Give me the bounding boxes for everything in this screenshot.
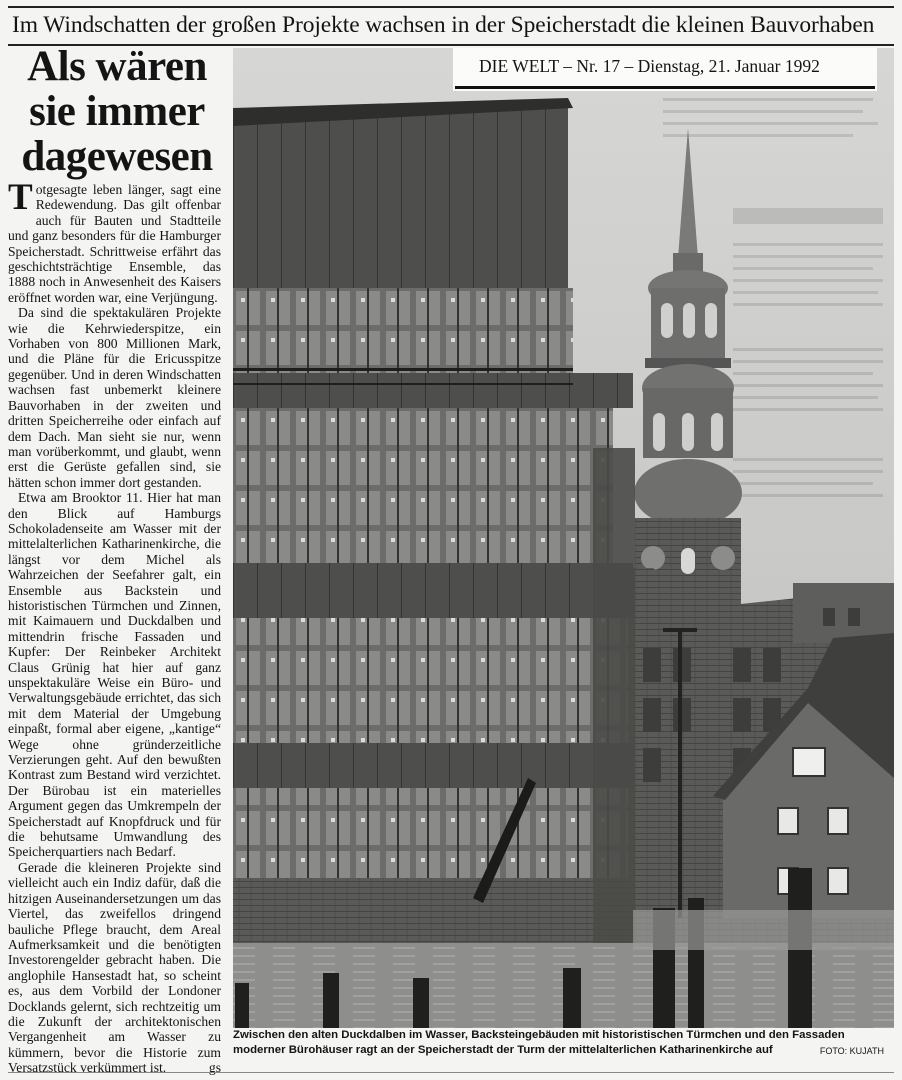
photo-illustration [233, 48, 894, 1028]
author-signature: gs [208, 1060, 221, 1076]
paragraph-4-text: Gerade die kleineren Projekte sind vielleicht auch ein Indiz dafür, daß die hitzigen Auseinandersetzungen um das Viertel, das zweifellos dringend bauliche Pflege braucht, dem Areal Aufmerksamkeit und die benötigten Investorengelder gebracht haben. Die anglophile Hansestadt hat, so scheint es, aus dem Vorbild der Londoner Docklands gelernt, sich rechtzeitig um die Zukunft der architektonischen Vergangenheit am Wasser zu kümmern, bevor die Historie zum Versatzstück verkümmert ist. [8, 859, 221, 1076]
dateline-box [455, 50, 875, 89]
kicker-line [8, 6, 894, 46]
headline: Als wären sie immer dagewesen [21, 43, 213, 180]
paragraph-2: Da sind die spektakulären Projekte wie die Kehrwiederspitze, ein Vorhaben von 800 Millionen Mark, und die Pläne für die Ericusspitze gegenüber. Und in deren Windschatten wachsen fast unbemerkt kleinere Bauvorhaben in der zweiten und dritten Speicherreihe oder einfach auf dem Dach. Man sieht sie nur, wenn man vorüberkommt, und glaubt, wenn erst die Gerüste gefallen sind, sie hätten schon immer dort gestanden. [8, 305, 221, 490]
drop-cap: T [8, 177, 33, 218]
dateline-text: DIE WELT – Nr. 17 – Dienstag, 21. Januar 1992 [479, 56, 820, 76]
paragraph-4 [8, 860, 221, 1076]
photo-credit: FOTO: KUJATH [819, 1046, 884, 1056]
paragraph-1 [8, 177, 221, 305]
paragraph-1-text: otgesagte leben länger, sagt eine Redewendung. Das gilt offenbar auch für Bauten und Stadtteile und ganz besonders für die Hamburger Speicherstadt. Schrittweise erfährt das geschichtsträchtige Ensemble, das 1888 noch in Anwesenheit des Kaisers eröffnet worden war, eine Verjüngung. [8, 182, 221, 305]
caption-text: Zwischen den alten Duckdalben im Wasser, Backsteingebäuden mit historistischen Türmchen und den Fassaden moderner Bürohäuser ragt an der Speicherstadt der Turm der mittelalterlichen Katharinenkirche auf [233, 1029, 845, 1056]
article-body [8, 177, 221, 1076]
photo-caption [233, 1028, 894, 1057]
kicker-text: Im Windschatten der großen Projekte wachsen in der Speicherstadt die kleinen Bauvorhaben [12, 12, 875, 38]
paragraph-3: Etwa am Brooktor 11. Hier hat man den Blick auf Hamburgs Schokoladenseite am Wasser mit der mittelalterlichen Katharinenkirche, die längst vor dem Michel als Wahrzeichen der Seefahrer galt, ein Ensemble aus Backstein und historistischen Türmchen und Zinnen, mit Kaimauern und Duckdalben und mittendrin frische Fassaden und Kupfer: Der Reinbeker Architekt Claus Grünig hat hier auf ganz unspektakuläre Weise ein Büro- und Verwaltungsgebäude errichtet, das sich mit dem Material der Umgebung einpaßt, formal aber eigene, „kantige“ Wege ohne gründerzeitliche Verzierungen geht. Auf den bewußten Kontrast zum Bestand wird verzichtet. Der Bürobau ist ein materielles Argument gegen das Umkrempeln der Speicherstadt auf Knopfdruck und für die behutsame Umwandlung des Speicherquartiers nach Bedarf. [8, 490, 221, 860]
bottom-rule [8, 1072, 894, 1073]
article-photo [233, 48, 894, 1028]
